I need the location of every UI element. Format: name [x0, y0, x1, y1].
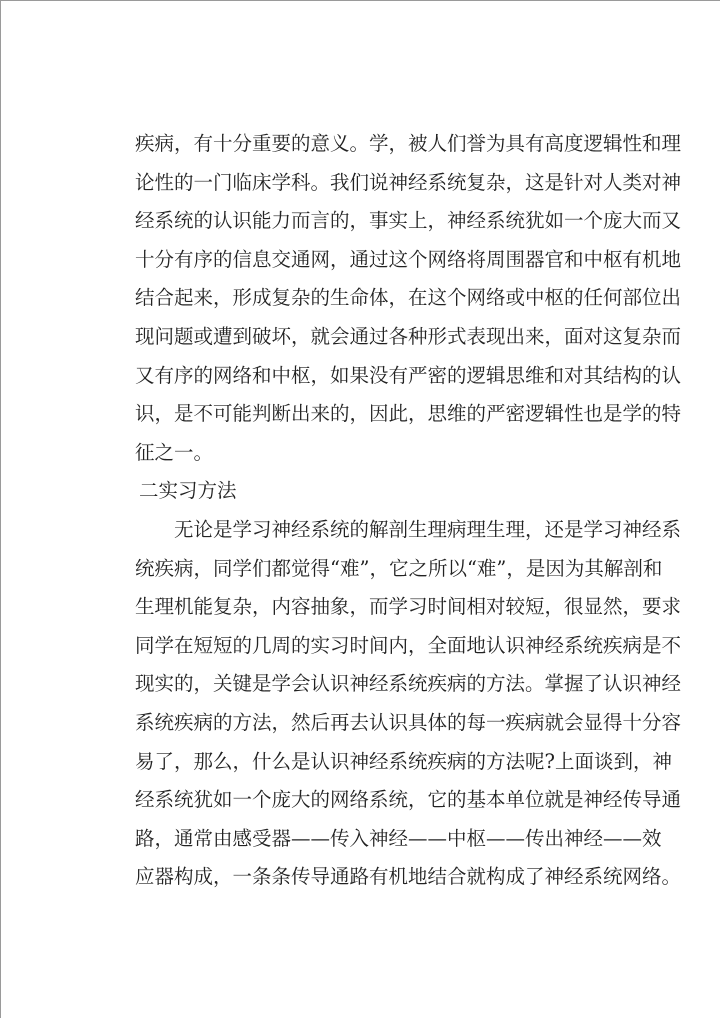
text-line: 系统疾病的方法，然后再去认识具体的每一疾病就会显得十分容: [135, 710, 682, 734]
text-line: 结合起来，形成复杂的生命体，在这个网络或中枢的任何部位出: [135, 286, 682, 310]
text-line: 识，是不可能判断出来的，因此，思维的严密逻辑性也是学的特: [135, 402, 682, 426]
text-line: 疾病，有十分重要的意义。学，被人们誉为具有高度逻辑性和理: [135, 132, 682, 155]
text-line: 现实的，关键是学会认识神经系统疾病的方法。掌握了认识神经: [135, 672, 682, 696]
text-line: 经系统的认识能力而言的，事实上，神经系统犹如一个庞大而又: [135, 209, 682, 233]
text-line: 应器构成，一条条传导通路有机地结合就构成了神经系统网络。: [135, 865, 682, 889]
text-line: 易了，那么，什么是认识神经系统疾病的方法呢?上面谈到，神: [135, 749, 672, 773]
body-text: [135, 125, 682, 897]
text-line: 同学在短短的几周的实习时间内，全面地认识神经系统疾病是不: [135, 633, 682, 657]
text-line: 生理机能复杂，内容抽象，而学习时间相对较短，很显然，要求: [135, 595, 682, 619]
text-line: 路，通常由感受器——传入神经——中枢——传出神经——效: [135, 826, 662, 850]
text-line: 无论是学习神经系统的解剖生理病理生理，还是学习神经系: [135, 517, 682, 541]
text-line: 经系统犹如一个庞大的网络系统，它的基本单位就是神经传导通: [135, 788, 682, 812]
paragraph-significance: [135, 125, 682, 472]
paragraph-methods: [135, 511, 682, 897]
text-line: 论性的一门临床学科。我们说神经系统复杂，这是针对人类对神: [135, 170, 682, 194]
section-heading: 二实习方法: [139, 479, 237, 503]
text-line: 十分有序的信息交通网，通过这个网络将周围器官和中枢有机地: [135, 247, 682, 271]
section-heading-block: [135, 472, 655, 511]
text-line: 征之一。: [135, 440, 214, 464]
text-line: 现问题或遭到破坏，就会通过各种形式表现出来，面对这复杂而: [135, 324, 682, 348]
text-line: 统疾病，同学们都觉得“难”，它之所以“难”，是因为其解剖和: [135, 556, 663, 580]
text-line: 又有序的网络和中枢，如果没有严密的逻辑思维和对其结构的认: [135, 363, 682, 387]
